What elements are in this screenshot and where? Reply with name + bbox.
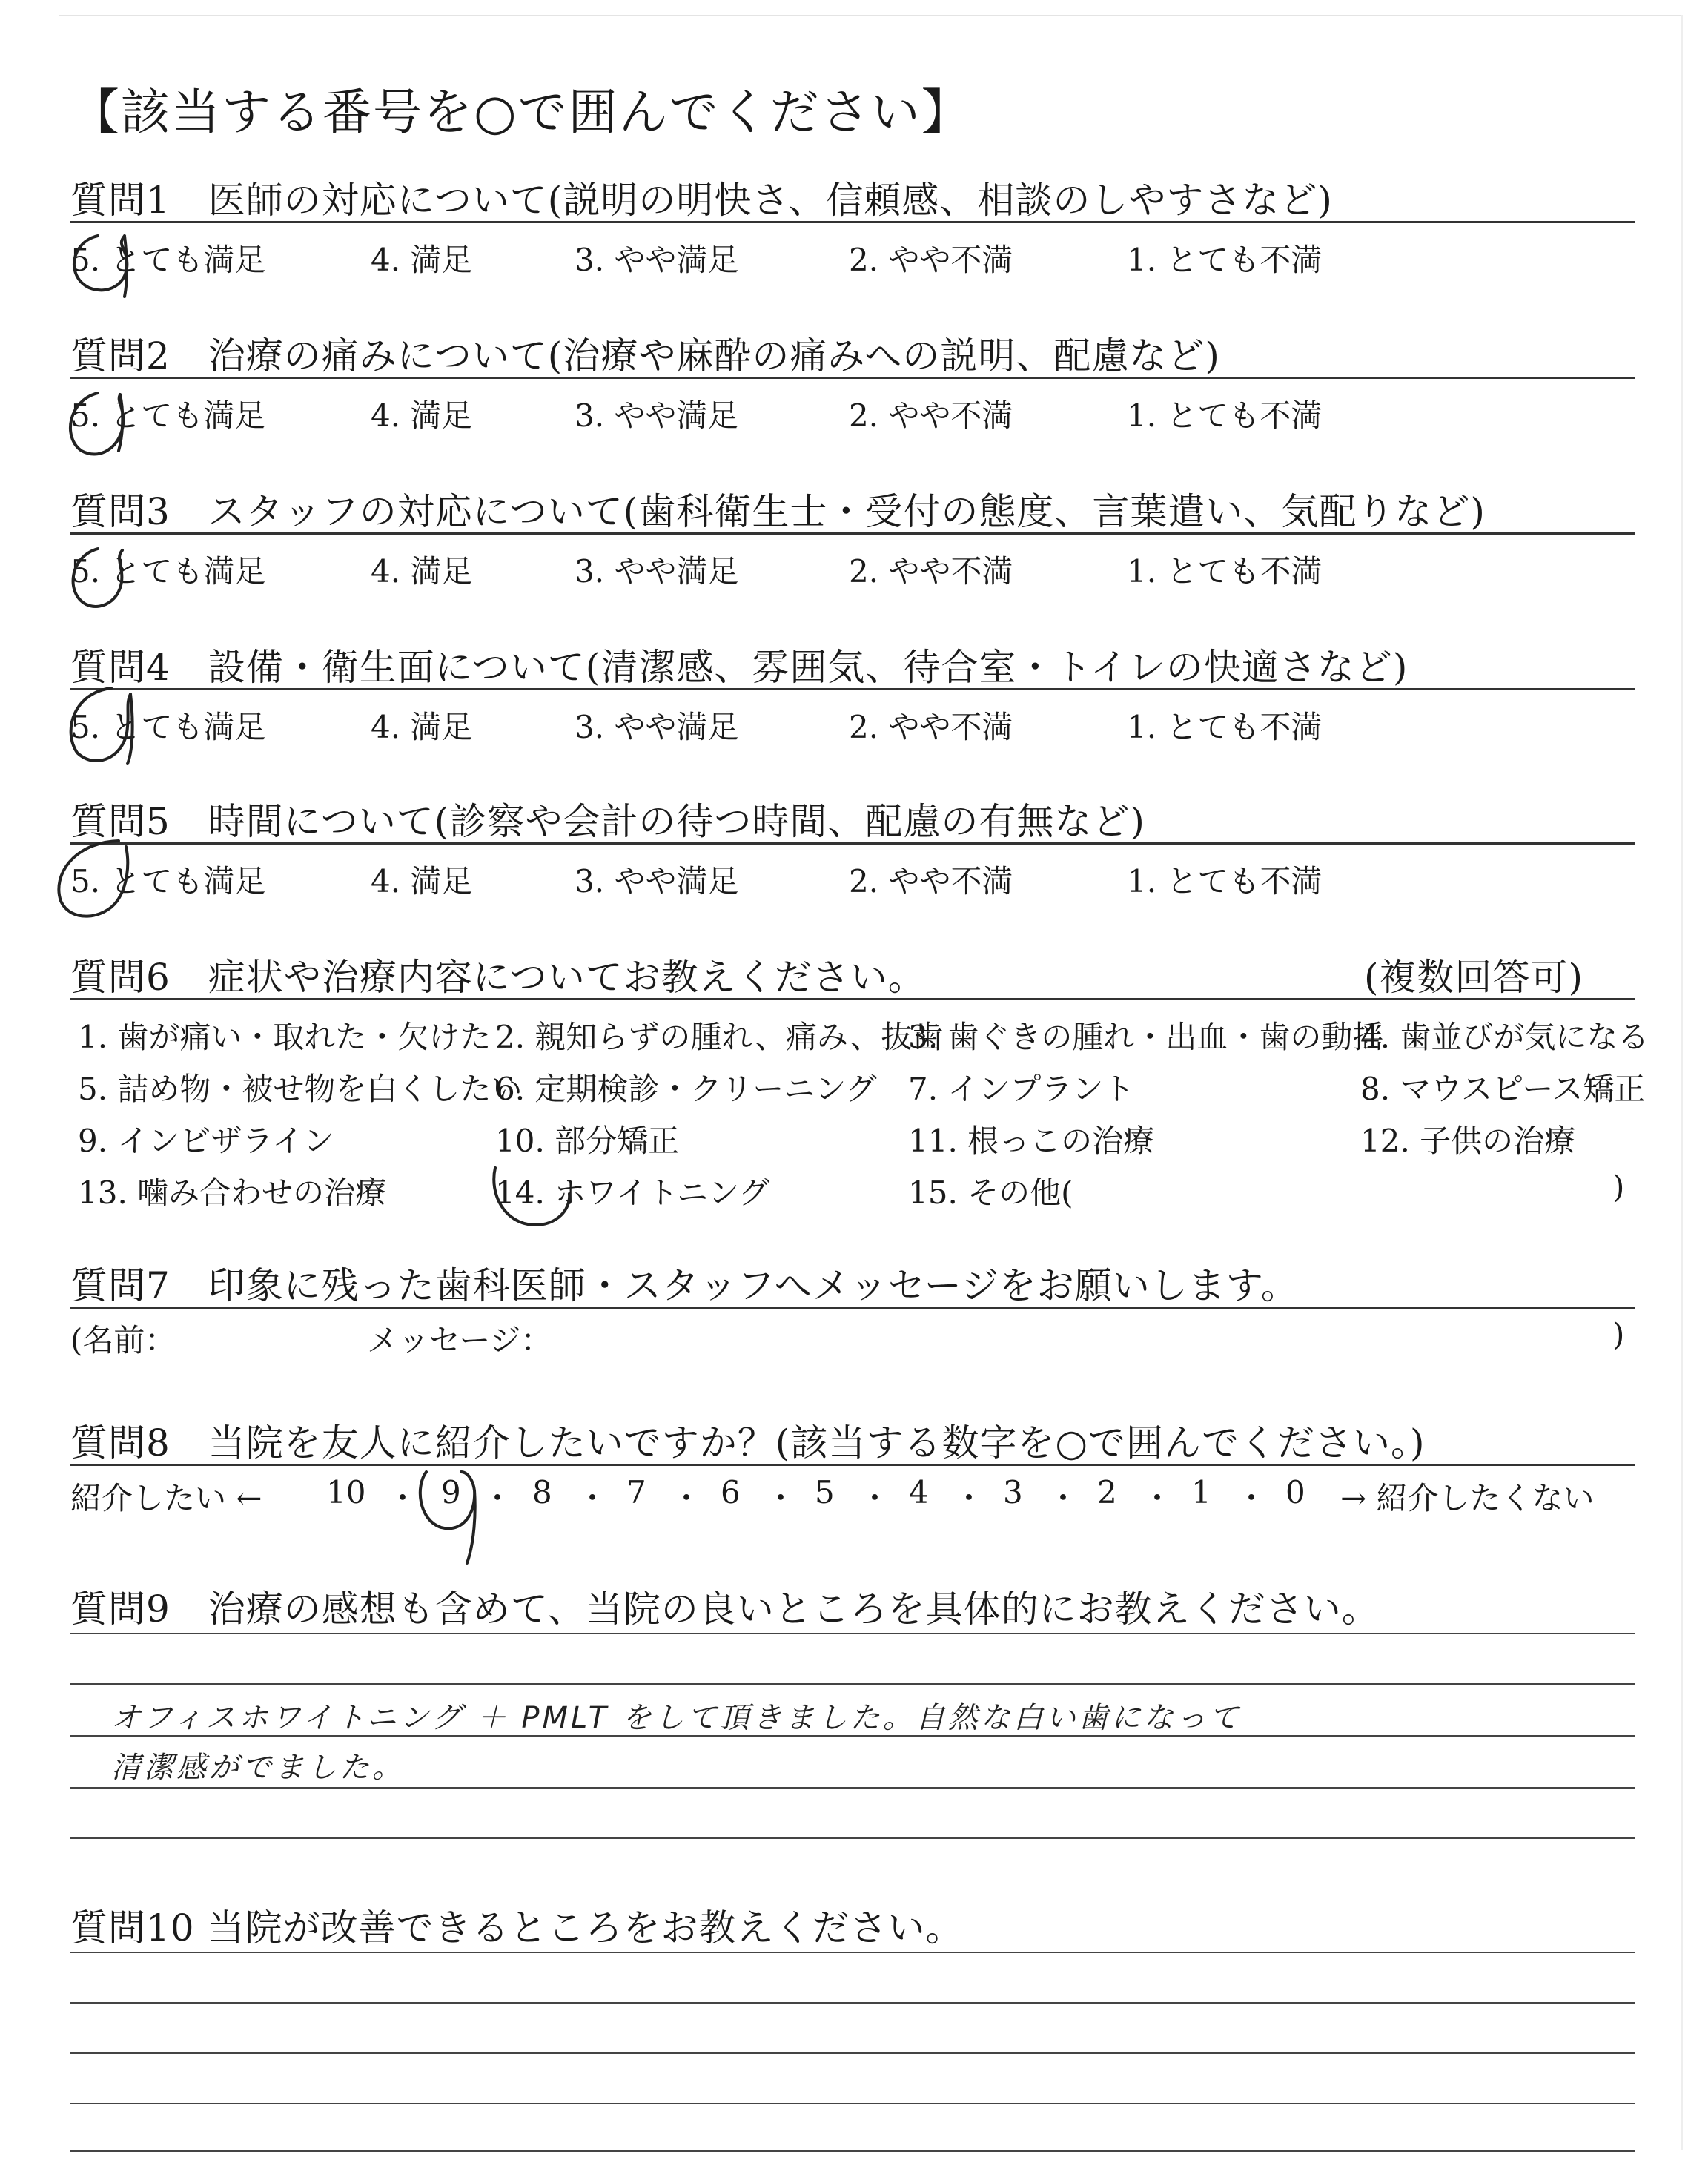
q8-score-4[interactable]: 4: [909, 1474, 929, 1510]
q4-option-5[interactable]: 5. とても満足: [70, 709, 266, 745]
q7-name-label[interactable]: (名前：: [70, 1322, 176, 1358]
q3-option-4[interactable]: 4. 満足: [371, 553, 473, 589]
q4-option-2[interactable]: 2. やや不満: [849, 709, 1013, 745]
q6-option-8[interactable]: 8. マウスピース矯正: [1360, 1071, 1646, 1107]
question-8-rule: [70, 1464, 1635, 1466]
q6-option-10[interactable]: 10. 部分矯正: [495, 1123, 680, 1159]
form-title: 【該当する番号を○で囲んでください】: [70, 84, 972, 141]
question-1-label: 質問1 医師の対応について(説明の明快さ、信頼感、相談のしやすさなど): [70, 179, 1333, 222]
question-4-label: 質問4 設備・衛生面について(清潔感、雰囲気、待合室・トイレの快適さなど): [70, 646, 1409, 689]
q9-handwritten-answer-line-2[interactable]: 清潔感がでました。: [111, 1751, 405, 1785]
q7-message-label[interactable]: メッセージ：: [367, 1322, 552, 1358]
question-8-label: 質問8 当院を友人に紹介したいですか？(該当する数字を○で囲んでください。): [70, 1421, 1426, 1464]
q6-option-5[interactable]: 5. 詰め物・被せ物を白くしたい: [78, 1071, 523, 1107]
question-1-rule: [70, 221, 1635, 223]
q8-score-10[interactable]: 10: [326, 1474, 366, 1510]
q8-right-label: → 紹介したくない: [1340, 1480, 1595, 1516]
question-5-rule: [70, 842, 1635, 845]
q6-option-9[interactable]: 9. インビザライン: [78, 1123, 335, 1159]
scan-edge-top: [59, 15, 1683, 16]
question-6-rule: [70, 998, 1635, 1000]
q8-separator: ・: [859, 1480, 891, 1516]
q6-option-15-close: ): [1612, 1169, 1625, 1205]
q8-separator: ・: [671, 1480, 703, 1516]
q3-option-2[interactable]: 2. やや不満: [849, 553, 1013, 589]
q9-writing-line: [70, 1633, 1635, 1634]
q6-option-14[interactable]: 14. ホワイトニング: [495, 1175, 770, 1211]
q10-writing-line: [70, 1952, 1635, 1953]
scan-edge-right: [1681, 15, 1683, 2150]
q8-score-3[interactable]: 3: [1003, 1474, 1023, 1510]
q6-option-7[interactable]: 7. インプラント: [908, 1071, 1135, 1107]
q8-score-8[interactable]: 8: [532, 1474, 552, 1510]
q6-option-11[interactable]: 11. 根っこの治療: [908, 1123, 1155, 1159]
q7-close-paren: ): [1612, 1316, 1625, 1353]
q6-option-15[interactable]: 15. その他(: [908, 1175, 1073, 1211]
q1-option-4[interactable]: 4. 満足: [371, 242, 473, 278]
q8-separator: ・: [387, 1480, 419, 1516]
q8-score-0[interactable]: 0: [1285, 1474, 1305, 1510]
q8-score-5[interactable]: 5: [815, 1474, 835, 1510]
question-3-rule: [70, 532, 1635, 535]
q6-option-4[interactable]: 4. 歯並びが気になる: [1360, 1019, 1649, 1055]
q10-writing-line: [70, 2052, 1635, 2054]
q6-option-2[interactable]: 2. 親知らずの腫れ、痛み、抜歯: [495, 1019, 944, 1055]
q4-option-4[interactable]: 4. 満足: [371, 709, 473, 745]
question-6-note: (複数回答可): [1364, 956, 1584, 999]
q6-option-3[interactable]: 3. 歯ぐきの腫れ・出血・歯の動揺: [908, 1019, 1384, 1055]
question-6-label: 質問6 症状や治療内容についてお教えください。: [70, 956, 926, 999]
q10-writing-line: [70, 2103, 1635, 2104]
q9-handwritten-answer-line-1[interactable]: オフィスホワイトニング ＋ PMLT をして頂きました。自然な白い歯になって: [111, 1701, 1242, 1735]
q2-option-2[interactable]: 2. やや不満: [849, 397, 1013, 434]
q2-option-4[interactable]: 4. 満足: [371, 397, 473, 434]
q8-score-7[interactable]: 7: [626, 1474, 646, 1510]
q8-separator: ・: [953, 1480, 985, 1516]
q5-option-5[interactable]: 5. とても満足: [70, 863, 266, 899]
q6-option-6[interactable]: 6. 定期検診・クリーニング: [495, 1071, 877, 1107]
q8-score-9[interactable]: 9: [441, 1474, 461, 1510]
q5-option-2[interactable]: 2. やや不満: [849, 863, 1013, 899]
q3-option-5[interactable]: 5. とても満足: [70, 553, 266, 589]
q6-option-1[interactable]: 1. 歯が痛い・取れた・欠けた: [78, 1019, 491, 1055]
q4-option-3[interactable]: 3. やや満足: [575, 709, 739, 745]
q1-option-5[interactable]: 5. とても満足: [70, 242, 266, 278]
q8-score-1[interactable]: 1: [1191, 1474, 1211, 1510]
q8-score-2[interactable]: 2: [1097, 1474, 1117, 1510]
q5-option-3[interactable]: 3. やや満足: [575, 863, 739, 899]
question-9-label: 質問9 治療の感想も含めて、当院の良いところを具体的にお教えください。: [70, 1588, 1380, 1631]
question-7-label: 質問7 印象に残った歯科医師・スタッフへメッセージをお願いします。: [70, 1264, 1299, 1307]
q5-option-1[interactable]: 1. とても不満: [1127, 863, 1323, 899]
q9-writing-line: [70, 1837, 1635, 1839]
q8-separator: ・: [1047, 1480, 1079, 1516]
q2-option-5[interactable]: 5. とても満足: [70, 397, 266, 434]
q2-option-1[interactable]: 1. とても不満: [1127, 397, 1323, 434]
q3-option-1[interactable]: 1. とても不満: [1127, 553, 1323, 589]
question-5-label: 質問5 時間について(診察や会計の待つ時間、配慮の有無など): [70, 800, 1145, 843]
q8-score-6[interactable]: 6: [721, 1474, 741, 1510]
q8-separator: ・: [765, 1480, 797, 1516]
q10-writing-line: [70, 2150, 1635, 2152]
q5-option-4[interactable]: 4. 満足: [371, 863, 473, 899]
question-4-rule: [70, 688, 1635, 690]
q8-separator: ・: [1236, 1480, 1268, 1516]
q9-writing-line: [70, 1787, 1635, 1789]
q8-separator: ・: [482, 1480, 514, 1516]
q4-option-1[interactable]: 1. とても不満: [1127, 709, 1323, 745]
q6-option-12[interactable]: 12. 子供の治療: [1360, 1123, 1576, 1159]
question-2-label: 質問2 治療の痛みについて(治療や麻酔の痛みへの説明、配慮など): [70, 334, 1220, 377]
q9-writing-line: [70, 1683, 1635, 1685]
q1-option-1[interactable]: 1. とても不満: [1127, 242, 1323, 278]
q1-option-2[interactable]: 2. やや不満: [849, 242, 1013, 278]
q8-separator: ・: [1142, 1480, 1174, 1516]
q8-left-label: 紹介したい ←: [70, 1480, 262, 1516]
q1-option-3[interactable]: 3. やや満足: [575, 242, 739, 278]
q8-separator: ・: [577, 1480, 609, 1516]
question-3-label: 質問3 スタッフの対応について(歯科衛生士・受付の態度、言葉遣い、気配りなど): [70, 490, 1486, 533]
q10-writing-line: [70, 2002, 1635, 2004]
q6-option-13[interactable]: 13. 噛み合わせの治療: [78, 1175, 387, 1211]
question-10-label: 質問10 当院が改善できるところをお教えください。: [70, 1906, 964, 1949]
question-7-rule: [70, 1307, 1635, 1309]
q3-option-3[interactable]: 3. やや満足: [575, 553, 739, 589]
q2-option-3[interactable]: 3. やや満足: [575, 397, 739, 434]
question-2-rule: [70, 377, 1635, 379]
